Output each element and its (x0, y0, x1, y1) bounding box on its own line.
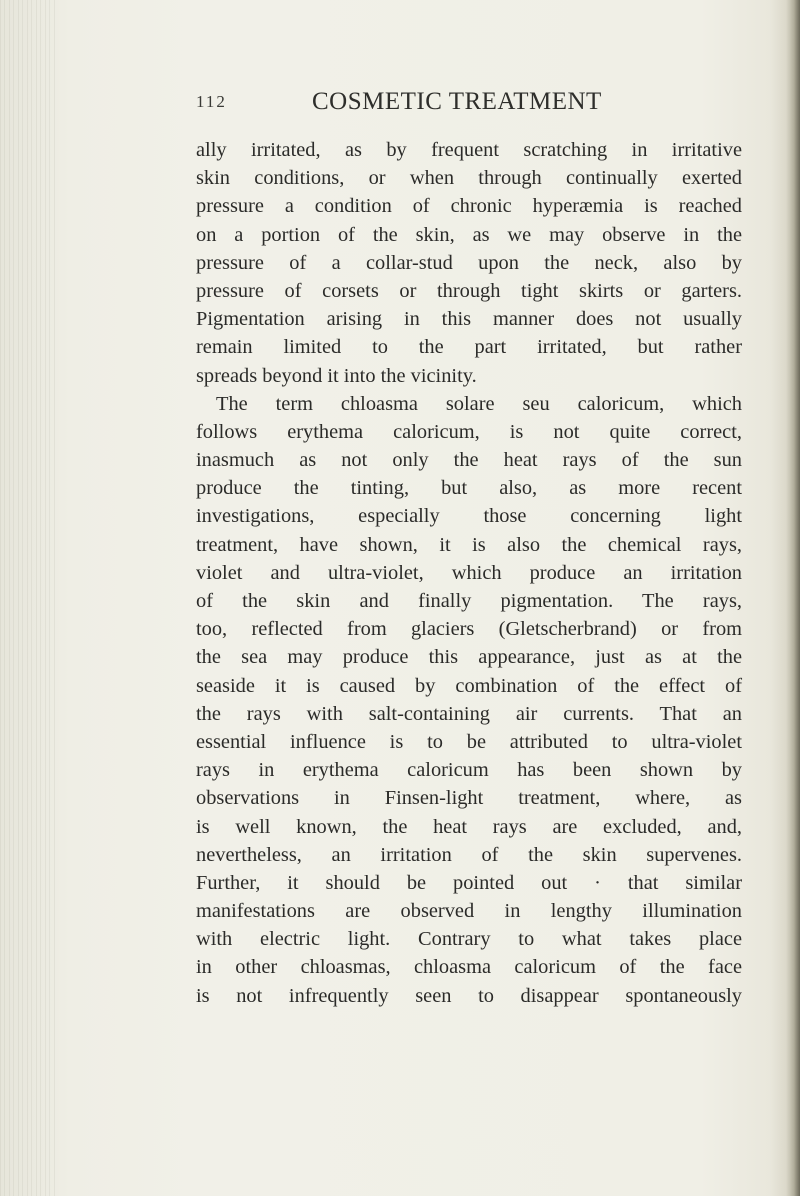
text-line: violet and ultra-violet, which produce an irritation (196, 561, 742, 584)
body-text (196, 136, 742, 1010)
text-line: spreads beyond it into the vicinity. (196, 364, 477, 387)
text-line: manifestations are observed in lengthy illumination (196, 900, 742, 923)
running-head-title: COSMETIC TREATMENT (312, 88, 602, 115)
text-line: produce the tinting, but also, as more recent (196, 477, 742, 500)
text-line: too, reflected from glaciers (Gletscherbrand) or from (196, 618, 742, 641)
text-line: pressure of a collar-stud upon the neck, also by (196, 251, 742, 274)
page-edge-shadow (786, 0, 800, 1196)
text-line: in other chloasmas, chloasma caloricum of the face (196, 956, 742, 979)
text-line: treatment, have shown, it is also the chemical rays, (196, 533, 742, 556)
text-line: with electric light. Contrary to what takes place (196, 928, 742, 951)
text-line: Further, it should be pointed out · that similar (196, 871, 742, 894)
text-line: observations in Finsen-light treatment, where, as (196, 787, 742, 810)
text-line: is not infrequently seen to disappear spontaneously (196, 984, 742, 1007)
text-line: seaside it is caused by combination of the effect of (196, 674, 742, 697)
text-line: the rays with salt-containing air currents. That an (196, 702, 742, 725)
running-head (196, 88, 756, 118)
text-line: investigations, especially those concerning light (196, 505, 742, 528)
binding-gutter (0, 0, 58, 1196)
text-line: follows erythema caloricum, is not quite correct, (196, 420, 742, 443)
text-line: rays in erythema caloricum has been shown by (196, 759, 742, 782)
page-number: 112 (196, 92, 227, 111)
text-line: remain limited to the part irritated, but rather (196, 336, 742, 359)
text-line: nevertheless, an irritation of the skin supervenes. (196, 843, 742, 866)
text-line: of the skin and finally pigmentation. The rays, (196, 590, 742, 612)
text-line: the sea may produce this appearance, just as at the (196, 646, 742, 669)
text-line: on a portion of the skin, as we may observe in the (196, 223, 742, 246)
text-line: pressure a condition of chronic hyperæmia is reached (196, 195, 742, 218)
paragraph-start-line: The term chloasma solare seu caloricum, which (216, 392, 742, 415)
text-line: is well known, the heat rays are excluded, and, (196, 815, 742, 838)
text-line: pressure of corsets or through tight skirts or garters. (196, 279, 742, 302)
text-line: ally irritated, as by frequent scratching in irritative (196, 139, 742, 161)
text-line: inasmuch as not only the heat rays of the sun (196, 449, 742, 472)
text-line: skin conditions, or when through continually exerted (196, 167, 742, 190)
text-line: essential influence is to be attributed to ultra-violet (196, 730, 742, 753)
text-line: Pigmentation arising in this manner does not usually (196, 308, 742, 331)
